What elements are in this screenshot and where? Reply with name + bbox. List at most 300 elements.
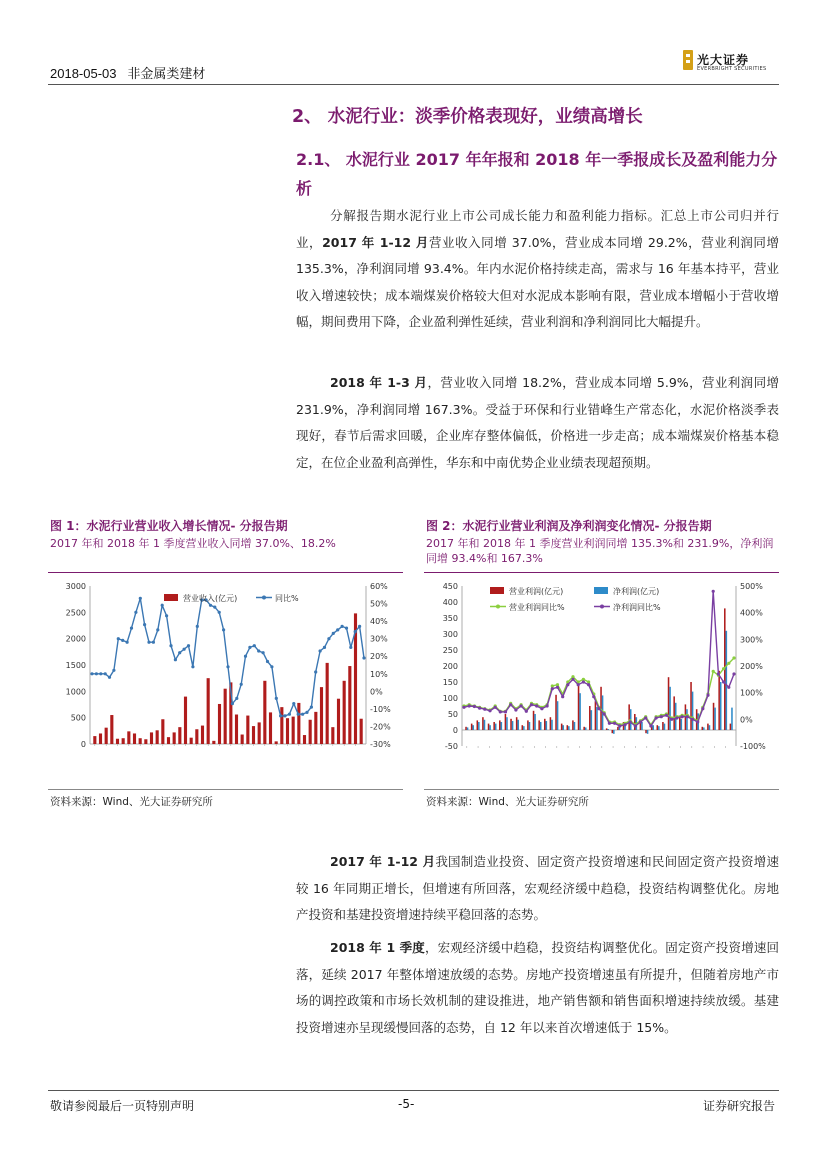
chart2-bar bbox=[658, 726, 660, 730]
chart1-line-point bbox=[161, 604, 164, 607]
chart2-line-point bbox=[551, 687, 554, 690]
chart1-bar bbox=[173, 732, 176, 744]
chart2-bar bbox=[713, 703, 715, 730]
chart1-ytick-left: 2000 bbox=[65, 634, 86, 644]
chart1-bar bbox=[331, 727, 334, 744]
chart1-line-point bbox=[283, 714, 286, 717]
chart2-line-point bbox=[712, 590, 715, 593]
chart2-bar bbox=[664, 724, 666, 730]
figure1-source: 资料来源：Wind、光大证券研究所 bbox=[50, 796, 213, 808]
chart1-bar bbox=[201, 726, 204, 744]
chart1-line-point bbox=[240, 683, 243, 686]
chart2-legend-label: 营业利润(亿元) bbox=[509, 587, 564, 596]
chart2-line-point bbox=[665, 714, 668, 717]
chart2-bar bbox=[568, 726, 570, 730]
chart1-bar bbox=[343, 681, 346, 744]
chart2-bar bbox=[467, 727, 469, 730]
chart1-line-point bbox=[248, 646, 251, 649]
chart2-bar bbox=[613, 730, 615, 734]
chart1-bar bbox=[235, 715, 238, 744]
chart1-bar bbox=[280, 707, 283, 744]
chart1-ytick-right: -30% bbox=[370, 740, 391, 749]
chart2-line-point bbox=[712, 670, 715, 673]
figure1-top-rule bbox=[48, 572, 403, 573]
chart2-bar bbox=[510, 719, 512, 730]
chart2-bar bbox=[465, 727, 467, 730]
paragraph-emphasis: 2018 年 1-3 月 bbox=[330, 375, 428, 390]
chart2-line-point bbox=[509, 703, 512, 706]
chart1-bar bbox=[224, 689, 227, 744]
chart1-line-point bbox=[104, 672, 107, 675]
chart2-bar bbox=[471, 724, 473, 730]
brand-mark-icon bbox=[683, 50, 695, 72]
chart2-bar bbox=[673, 696, 675, 730]
chart1-bar bbox=[348, 666, 351, 744]
chart2-bar bbox=[669, 687, 671, 730]
chart2-ytick-left: 350 bbox=[442, 614, 458, 623]
chart1-bar bbox=[178, 727, 181, 744]
paragraph-emphasis: 2018 年 1 季度 bbox=[330, 940, 425, 955]
figure2-chart bbox=[424, 576, 779, 788]
chart2-line-point bbox=[504, 710, 507, 713]
paragraph-text: ，营业收入同增 18.2%，营业成本同增 5.9%，营业利润同增 231.9%，净利润同增 167.3%。受益于环保和行业错峰生产常态化，水泥价格淡季表现好，春节后需求回暖，企业库存整体偏低，价格进一步走高；成本端煤炭价格基本稳定，在位企业盈利高弹性，华东和中南优势企业业绩表现超预期。 bbox=[296, 375, 779, 470]
chart2-line-point bbox=[722, 667, 725, 670]
chart2-bar bbox=[703, 727, 705, 730]
chart1-line-point bbox=[358, 625, 361, 628]
chart1-bar bbox=[258, 722, 261, 744]
chart1-line-point bbox=[134, 611, 137, 614]
chart2-bar bbox=[523, 726, 525, 730]
chart1-ytick-left: 1000 bbox=[65, 687, 86, 697]
chart1-line-point bbox=[169, 644, 172, 647]
chart2-ytick-left: 100 bbox=[442, 694, 458, 703]
chart1-bar bbox=[190, 738, 193, 744]
chart2-line-point bbox=[520, 704, 523, 707]
chart1-ytick-right: 40% bbox=[370, 617, 388, 627]
chart2-series-line bbox=[464, 658, 734, 725]
chart1-bar bbox=[93, 736, 96, 744]
chart1-bar bbox=[297, 703, 300, 744]
chart2-bar bbox=[612, 730, 614, 733]
chart1-bar bbox=[263, 681, 266, 744]
chart2-bar bbox=[596, 707, 598, 730]
chart2-bar bbox=[726, 631, 728, 730]
chart2-bar bbox=[529, 722, 531, 730]
chart1-line-point bbox=[349, 646, 352, 649]
chart2-bar bbox=[718, 671, 720, 730]
chart1-bar bbox=[246, 716, 249, 744]
chart1-ytick-right: -20% bbox=[370, 722, 391, 732]
chart1-bar bbox=[303, 735, 306, 744]
chart1-bar bbox=[252, 726, 255, 744]
chart1-line-point bbox=[341, 625, 344, 628]
chart1-bar bbox=[116, 739, 119, 744]
chart1-bar bbox=[144, 739, 147, 744]
figure1-subtitle: 2017 年和 2018 年 1 季度营业收入同增 37.0%、18.2% bbox=[50, 537, 336, 550]
chart1-series-line bbox=[92, 598, 364, 716]
chart1-line-point bbox=[257, 649, 260, 652]
chart2-bar bbox=[567, 725, 569, 730]
chart2-bar bbox=[652, 725, 654, 730]
chart2-bar bbox=[512, 721, 514, 730]
chart2-bar bbox=[690, 682, 692, 730]
chart1-bar bbox=[110, 715, 113, 744]
chart1-ytick-right: 30% bbox=[370, 634, 388, 644]
chart2-bar bbox=[551, 720, 553, 730]
chart2-line-point bbox=[473, 705, 476, 708]
chart1-bar bbox=[360, 719, 363, 744]
chart2-line-point bbox=[618, 724, 621, 727]
chart2-line-point bbox=[732, 656, 735, 659]
chart2-bar bbox=[681, 719, 683, 730]
chart1-line-point bbox=[310, 706, 313, 709]
paragraph-emphasis: 2017 年 1-12 月 bbox=[330, 854, 436, 869]
chart2-line-point bbox=[587, 683, 590, 686]
chart2-line-point bbox=[535, 704, 538, 707]
chart1-ytick-right: 20% bbox=[370, 652, 388, 662]
chart2-bar bbox=[540, 722, 542, 730]
chart1-bar bbox=[241, 735, 244, 744]
chart2-bar bbox=[572, 720, 574, 730]
figure2-source: 资料来源：Wind、光大证券研究所 bbox=[426, 796, 589, 808]
chart2-bar bbox=[574, 722, 576, 730]
chart2-line-point bbox=[483, 708, 486, 711]
chart2-line-point bbox=[655, 716, 658, 719]
subsection-title: 2.1、 水泥行业 2017 年年报和 2018 年一季报成长及盈利能力分析 bbox=[296, 150, 778, 198]
chart2-ytick-right: 100% bbox=[740, 688, 763, 698]
chart1-line-point bbox=[253, 644, 256, 647]
chart1-bar bbox=[133, 733, 136, 744]
section-title: 2、 水泥行业：淡季价格表现好，业绩高增长 bbox=[292, 107, 643, 127]
chart2-bar bbox=[489, 725, 491, 730]
chart1-legend-swatch bbox=[164, 594, 178, 601]
chart1-line-point bbox=[222, 628, 225, 631]
chart1-bar bbox=[309, 720, 312, 744]
chart1-line-point bbox=[156, 628, 159, 631]
chart2-line-point bbox=[478, 707, 481, 710]
chart1-ytick-right: 50% bbox=[370, 599, 388, 609]
chart2-line-point bbox=[561, 695, 564, 698]
chart2-bar bbox=[478, 722, 480, 730]
footer-divider bbox=[48, 1090, 779, 1091]
chart1-line-point bbox=[183, 648, 186, 651]
chart2-ytick-right: -100% bbox=[740, 742, 766, 751]
chart1-line-point bbox=[121, 639, 124, 642]
chart1-ytick-right: 0% bbox=[370, 687, 383, 697]
chart2-bar bbox=[550, 717, 552, 730]
chart1-line-point bbox=[266, 660, 269, 663]
chart1-line-point bbox=[354, 630, 357, 633]
chart2-line-point bbox=[603, 712, 606, 715]
chart1-bar bbox=[139, 738, 142, 744]
chart2-line-point bbox=[681, 715, 684, 718]
chart1-bar bbox=[184, 697, 187, 744]
chart2-bar bbox=[561, 724, 563, 730]
chart1-line-point bbox=[362, 656, 365, 659]
chart2-bar bbox=[702, 727, 704, 730]
chart1-line-point bbox=[279, 714, 282, 717]
header-divider bbox=[48, 84, 779, 85]
chart1-bar bbox=[167, 737, 170, 744]
chart2-line-point bbox=[494, 706, 497, 709]
chart2-ytick-left: -50 bbox=[444, 742, 458, 751]
chart2-bar bbox=[484, 720, 486, 730]
chart2-ytick-left: 400 bbox=[442, 598, 458, 607]
chart2-line-point bbox=[540, 707, 543, 710]
chart1-ytick-left: 2500 bbox=[65, 608, 86, 618]
chart2-line-point bbox=[649, 724, 652, 727]
chart2-line-point bbox=[706, 694, 709, 697]
chart2-bar bbox=[522, 725, 524, 730]
chart1-line-point bbox=[231, 702, 234, 705]
chart2-line-point bbox=[623, 723, 626, 726]
chart2-bar bbox=[534, 714, 536, 730]
brand-name: 光大证券 bbox=[697, 53, 750, 67]
paragraph-emphasis: 2017 年 1-12 月 bbox=[322, 234, 429, 250]
chart2-bar bbox=[730, 724, 732, 730]
chart1-legend-marker bbox=[262, 596, 266, 600]
chart2-line-point bbox=[686, 715, 689, 718]
chart1-ytick-left: 0 bbox=[80, 740, 86, 749]
chart2-bar bbox=[607, 729, 609, 730]
chart1-line-point bbox=[262, 651, 265, 654]
chart2-legend-marker bbox=[600, 605, 604, 609]
chart2-legend-label: 营业利润同比% bbox=[509, 603, 565, 612]
chart1-bar bbox=[337, 699, 340, 744]
chart2-line-point bbox=[717, 672, 720, 675]
chart1-line-point bbox=[187, 644, 190, 647]
chart2-bar bbox=[506, 717, 508, 730]
chart1-line-point bbox=[165, 614, 168, 617]
chart2-line-point bbox=[546, 704, 549, 707]
chart1-line-point bbox=[301, 713, 304, 716]
chart1-bar bbox=[286, 718, 289, 744]
chart2-line-point bbox=[675, 716, 678, 719]
chart1-bar bbox=[161, 719, 164, 744]
chart2-line-point bbox=[462, 706, 465, 709]
chart2-legend-marker bbox=[496, 605, 500, 609]
chart1-bar bbox=[150, 732, 153, 744]
chart2-ytick-left: 300 bbox=[442, 630, 458, 639]
chart1-bar bbox=[122, 738, 125, 744]
chart2-line-point bbox=[660, 715, 663, 718]
chart2-bar bbox=[707, 724, 709, 730]
chart1-line-point bbox=[196, 625, 199, 628]
chart2-line-point bbox=[582, 680, 585, 683]
chart2-line-point bbox=[701, 707, 704, 710]
chart2-bar bbox=[472, 725, 474, 730]
chart2-bar bbox=[662, 722, 664, 730]
chart1-bar bbox=[99, 733, 102, 744]
chart2-bar bbox=[517, 720, 519, 730]
chart2-line-point bbox=[696, 720, 699, 723]
chart2-bar bbox=[546, 721, 548, 730]
chart2-line-point bbox=[608, 722, 611, 725]
chart2-line-point bbox=[613, 722, 616, 725]
chart1-line-point bbox=[139, 597, 142, 600]
chart2-bar bbox=[493, 722, 495, 730]
chart1-line-point bbox=[270, 665, 273, 668]
chart1-line-point bbox=[292, 702, 295, 705]
chart1-line-point bbox=[117, 637, 120, 640]
chart1-ytick-right: -10% bbox=[370, 704, 391, 714]
chart1-line-point bbox=[323, 646, 326, 649]
chart2-bar bbox=[731, 708, 733, 730]
chart2-bar bbox=[595, 701, 597, 730]
chart1-line-point bbox=[99, 672, 102, 675]
chart1-line-point bbox=[209, 604, 212, 607]
chart2-bar bbox=[583, 727, 585, 730]
chart2-ytick-right: 400% bbox=[740, 608, 763, 618]
chart2-ytick-right: 200% bbox=[740, 662, 763, 671]
chart1-ytick-right: 10% bbox=[370, 669, 388, 679]
chart2-line-point bbox=[556, 686, 559, 689]
chart1-line-point bbox=[112, 669, 115, 672]
chart1-line-point bbox=[213, 606, 216, 609]
chart1-line-point bbox=[108, 676, 111, 679]
chart2-bar bbox=[579, 693, 581, 730]
chart2-bar bbox=[628, 704, 630, 730]
chart2-bar bbox=[527, 720, 529, 730]
footer-page-number: -5- bbox=[398, 1097, 415, 1111]
chart2-line-point bbox=[530, 703, 533, 706]
paragraph-2017-analysis bbox=[296, 203, 779, 336]
chart1-line-point bbox=[288, 713, 291, 716]
chart2-bar bbox=[488, 724, 490, 730]
chart2-line-point bbox=[597, 707, 600, 710]
chart2-ytick-right: 500% bbox=[740, 582, 763, 591]
chart2-legend-swatch bbox=[490, 587, 504, 594]
chart2-bar bbox=[538, 720, 540, 730]
chart2-bar bbox=[668, 677, 670, 730]
chart2-line-point bbox=[634, 724, 637, 727]
paragraph-2017-investment bbox=[296, 849, 779, 929]
chart1-line-point bbox=[226, 665, 229, 668]
chart2-bar bbox=[634, 714, 636, 730]
chart2-bar bbox=[505, 714, 507, 730]
chart1-bar bbox=[326, 663, 329, 744]
chart1-line-point bbox=[152, 641, 155, 644]
chart1-ytick-left: 3000 bbox=[65, 582, 86, 591]
chart2-bar bbox=[495, 724, 497, 730]
chart2-bar bbox=[714, 708, 716, 730]
chart1-bar bbox=[207, 678, 210, 744]
chart1-bar bbox=[212, 741, 215, 744]
chart1-bar bbox=[314, 712, 317, 744]
report-header bbox=[50, 63, 205, 82]
chart2-bar bbox=[477, 720, 479, 730]
chart2-line-point bbox=[525, 710, 528, 713]
chart2-bar bbox=[692, 692, 694, 730]
chart2-line-point bbox=[592, 695, 595, 698]
chart2-line-point bbox=[566, 683, 569, 686]
chart1-line-point bbox=[235, 697, 238, 700]
paragraph-text: 我国制造业投资、固定资产投资增速和民间固定资产投资增速较 16 年同期正增长，但增速有所回落，宏观经济缓中趋稳，投资结构调整优化。房地产投资和基建投资增速持续平稳回落的态势。 bbox=[296, 854, 779, 922]
chart2-bar bbox=[557, 701, 559, 730]
paragraph-text: 营业收入同增 37.0%，营业成本同增 29.2%，营业利润同增 135.3%，净利润同增 93.4%。年内水泥价格持续走高，需求与 16 年基本持平，营业收入增速较快；成本端煤炭价格较大但对水泥成本影响有限，营业成本增幅小于营收增幅，期间费用下降，企业盈利弹性延续，营业利润和净利润同比大幅提升。 bbox=[296, 234, 779, 329]
figure1-title: 图 1：水泥行业营业收入增长情况- 分报告期 bbox=[50, 519, 288, 533]
chart1-line-point bbox=[244, 655, 247, 658]
chart1-line-point bbox=[130, 627, 133, 630]
chart2-bar bbox=[585, 727, 587, 730]
chart2-bar bbox=[589, 706, 591, 730]
brand-name-en: EVERBRIGHT SECURITIES bbox=[697, 66, 767, 72]
chart2-bar bbox=[499, 720, 501, 730]
chart1-line-point bbox=[178, 651, 181, 654]
chart2-bar bbox=[709, 725, 711, 730]
chart1-line-point bbox=[275, 697, 278, 700]
chart1-line-point bbox=[90, 672, 93, 675]
chart1-bar bbox=[105, 728, 108, 744]
chart1-bar bbox=[320, 687, 323, 744]
report-category: 非金属类建材 bbox=[127, 66, 206, 81]
chart2-line-point bbox=[577, 683, 580, 686]
chart2-ytick-left: 200 bbox=[442, 662, 458, 671]
chart2-bar bbox=[720, 682, 722, 730]
figure2-top-rule bbox=[424, 572, 779, 573]
chart1-bar bbox=[156, 730, 159, 744]
paragraph-2018q1-analysis bbox=[296, 370, 779, 476]
chart2-line-point bbox=[468, 704, 471, 707]
footer-report-type: 证券研究报告 bbox=[703, 1099, 776, 1113]
chart1-ytick-left: 500 bbox=[70, 713, 86, 723]
chart2-bar bbox=[578, 685, 580, 730]
chart2-line-point bbox=[488, 709, 491, 712]
chart2-bar bbox=[501, 722, 503, 730]
chart2-legend-swatch bbox=[594, 587, 608, 594]
chart2-bar bbox=[686, 709, 688, 730]
chart2-bar bbox=[617, 727, 619, 730]
paragraph-text: ，宏观经济缓中趋稳，投资结构调整优化。固定资产投资增速回落，延续 2017 年整体增速放缓的态势。房地产投资增速虽有所提升，但随着房地产市场的调控政策和市场长效机制的建设推进，地产销售额和销售面积增速持续放缓。基建投资增速亦呈现缓慢回落的态势，自 12 年以来首次增速低于 15%。 bbox=[296, 940, 779, 1035]
chart2-bar bbox=[555, 695, 557, 730]
chart1-bar bbox=[275, 741, 278, 744]
chart2-ytick-left: 450 bbox=[442, 582, 458, 591]
chart1-bar bbox=[195, 729, 198, 744]
chart1-line-point bbox=[332, 632, 335, 635]
chart1-line-point bbox=[305, 711, 308, 714]
chart2-bar bbox=[562, 725, 564, 730]
chart2-line-point bbox=[514, 708, 517, 711]
chart1-line-point bbox=[345, 627, 348, 630]
chart1-line-point bbox=[297, 713, 300, 716]
chart2-bar bbox=[591, 710, 593, 730]
chart2-legend-label: 净利润同比% bbox=[613, 603, 661, 612]
chart2-bar bbox=[657, 725, 659, 730]
figure2-bottom-rule bbox=[424, 789, 779, 790]
chart2-bar bbox=[516, 717, 518, 730]
chart2-ytick-right: 0% bbox=[740, 715, 753, 725]
chart1-bar bbox=[127, 731, 130, 744]
chart1-ytick-left: 1500 bbox=[65, 661, 86, 670]
chart2-line-point bbox=[639, 720, 642, 723]
chart1-line-point bbox=[336, 628, 339, 631]
chart1-legend-label: 营业收入(亿元) bbox=[183, 594, 238, 603]
figure1-bottom-rule bbox=[48, 789, 403, 790]
chart2-line-point bbox=[571, 678, 574, 681]
paragraph-2018q1-investment bbox=[296, 935, 779, 1041]
chart1-line-point bbox=[147, 641, 150, 644]
figure2-subtitle: 2017 年和 2018 年 1 季度营业利润同增 135.3%和 231.9%，净利润同增 93.4%和 167.3% bbox=[426, 537, 774, 565]
brand-logo bbox=[683, 50, 783, 84]
footer-disclaimer: 敬请参阅最后一页特别声明 bbox=[50, 1099, 195, 1113]
chart2-line-point bbox=[629, 720, 632, 723]
chart1-line-point bbox=[95, 672, 98, 675]
chart2-bar bbox=[482, 717, 484, 730]
chart1-line-point bbox=[218, 611, 221, 614]
figure2-title: 图 2：水泥行业营业利润及净利润变化情况- 分报告期 bbox=[426, 519, 712, 533]
chart1-bar bbox=[218, 704, 221, 744]
chart2-bar bbox=[645, 730, 647, 733]
